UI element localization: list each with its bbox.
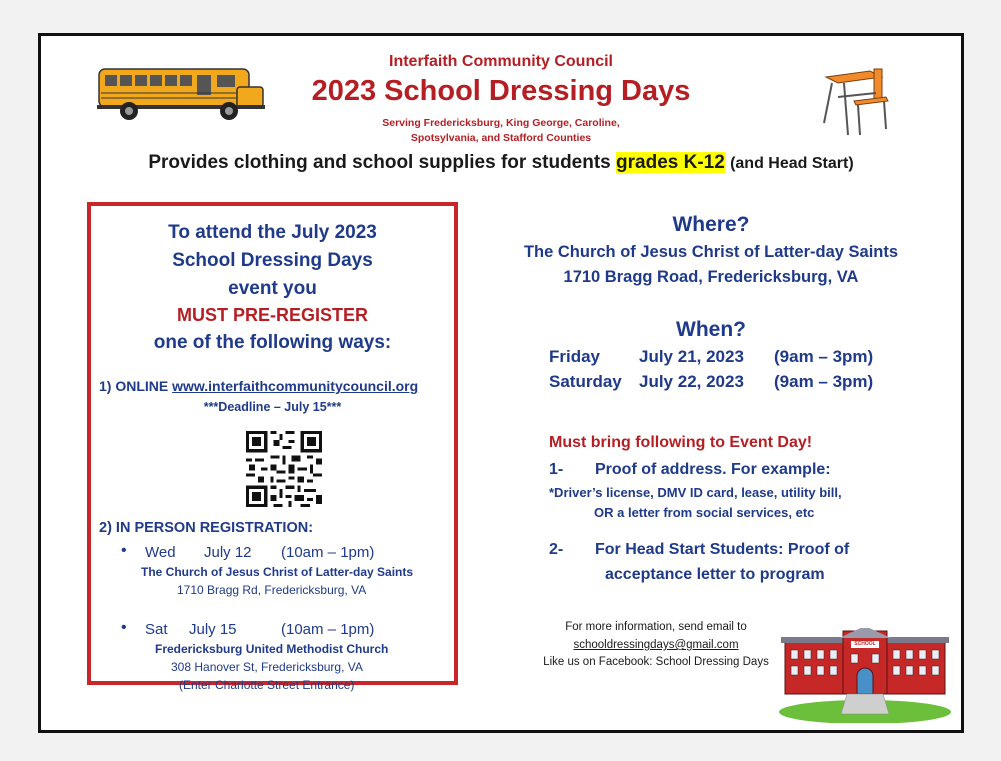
bring-item1-text: Proof of address. For example: bbox=[595, 461, 831, 478]
session-address: 308 Hanover St, Fredericksburg, VA bbox=[171, 660, 363, 674]
online-label: 1) ONLINE bbox=[99, 378, 173, 394]
serving-line-1: Serving Fredericksburg, King George, Caroline, bbox=[382, 117, 620, 129]
session-time: (10am – 1pm) bbox=[281, 621, 375, 638]
register-line-3: event you bbox=[228, 278, 317, 299]
org-name: Interfaith Community Council bbox=[389, 53, 613, 70]
when-heading: When? bbox=[676, 318, 746, 341]
bring-item1-detail2: OR a letter from social services, etc bbox=[594, 505, 815, 520]
serving-line-2: Spotsylvania, and Stafford Counties bbox=[410, 132, 592, 144]
register-line-5: one of the following ways: bbox=[153, 332, 392, 353]
when-time: (9am – 3pm) bbox=[774, 372, 874, 391]
contact-email-link[interactable]: schooldressingdays@gmail.com bbox=[573, 639, 739, 651]
contact-email-wrap bbox=[501, 639, 811, 651]
session-date: July 12 bbox=[204, 544, 252, 561]
provides-tagline bbox=[41, 152, 961, 174]
facebook-line: Like us on Facebook: School Dressing Days bbox=[543, 656, 769, 668]
session-bullet: • bbox=[121, 542, 127, 559]
session-note: (Enter Charlotte Street Entrance) bbox=[179, 678, 355, 692]
grades-highlight: grades K-12 bbox=[616, 152, 725, 173]
register-line-2: School Dressing Days bbox=[172, 250, 373, 271]
deadline: ***Deadline – July 15*** bbox=[203, 400, 342, 414]
online-registration bbox=[99, 378, 418, 394]
in-person-label: 2) IN PERSON REGISTRATION: bbox=[99, 520, 314, 536]
when-date: July 22, 2023 bbox=[639, 372, 744, 391]
where-place: The Church of Jesus Christ of Latter-day Saints bbox=[523, 243, 899, 261]
where-heading: Where? bbox=[672, 213, 750, 236]
session-place: The Church of Jesus Christ of Latter-day Saints bbox=[141, 565, 414, 579]
bring-item2-text1: For Head Start Students: Proof of bbox=[595, 541, 850, 558]
when-date: July 21, 2023 bbox=[639, 347, 744, 366]
school-building-illustration bbox=[777, 628, 952, 723]
register-line-1: To attend the July 2023 bbox=[168, 222, 377, 243]
school-sign: SCHOOL bbox=[854, 641, 876, 647]
where-address: 1710 Bragg Road, Fredericksburg, VA bbox=[563, 268, 859, 286]
session-day: Wed bbox=[145, 544, 176, 561]
serving-counties bbox=[41, 116, 961, 146]
when-time: (9am – 3pm) bbox=[774, 347, 874, 366]
session-bullet: • bbox=[121, 619, 127, 636]
bring-item1-detail1: *Driver’s license, DMV ID card, lease, utility bill, bbox=[549, 485, 842, 500]
page-title: 2023 School Dressing Days bbox=[311, 75, 691, 107]
when-day: Friday bbox=[549, 347, 601, 366]
session-address: 1710 Bragg Rd, Fredericksburg, VA bbox=[177, 583, 367, 597]
online-url-link[interactable]: www.interfaithcommunitycouncil.org bbox=[172, 378, 419, 394]
flyer bbox=[38, 33, 964, 733]
qr-code[interactable] bbox=[246, 431, 322, 507]
bring-heading: Must bring following to Event Day! bbox=[549, 434, 813, 451]
bring-item1-num: 1- bbox=[549, 461, 564, 478]
contact-line: For more information, send email to bbox=[565, 621, 747, 633]
registration-box bbox=[87, 202, 458, 692]
provides-prefix: Provides clothing and school supplies for students bbox=[148, 152, 617, 173]
session-day: Sat bbox=[145, 621, 168, 638]
provides-suffix: (and Head Start) bbox=[730, 155, 854, 172]
session-date: July 15 bbox=[189, 621, 237, 638]
bring-item2-num: 2- bbox=[549, 541, 564, 558]
must-preregister: MUST PRE-REGISTER bbox=[176, 305, 368, 325]
session-place: Fredericksburg United Methodist Church bbox=[155, 642, 389, 656]
when-day: Saturday bbox=[549, 372, 622, 391]
session-time: (10am – 1pm) bbox=[281, 544, 375, 561]
bring-item2-text2: acceptance letter to program bbox=[605, 566, 825, 583]
